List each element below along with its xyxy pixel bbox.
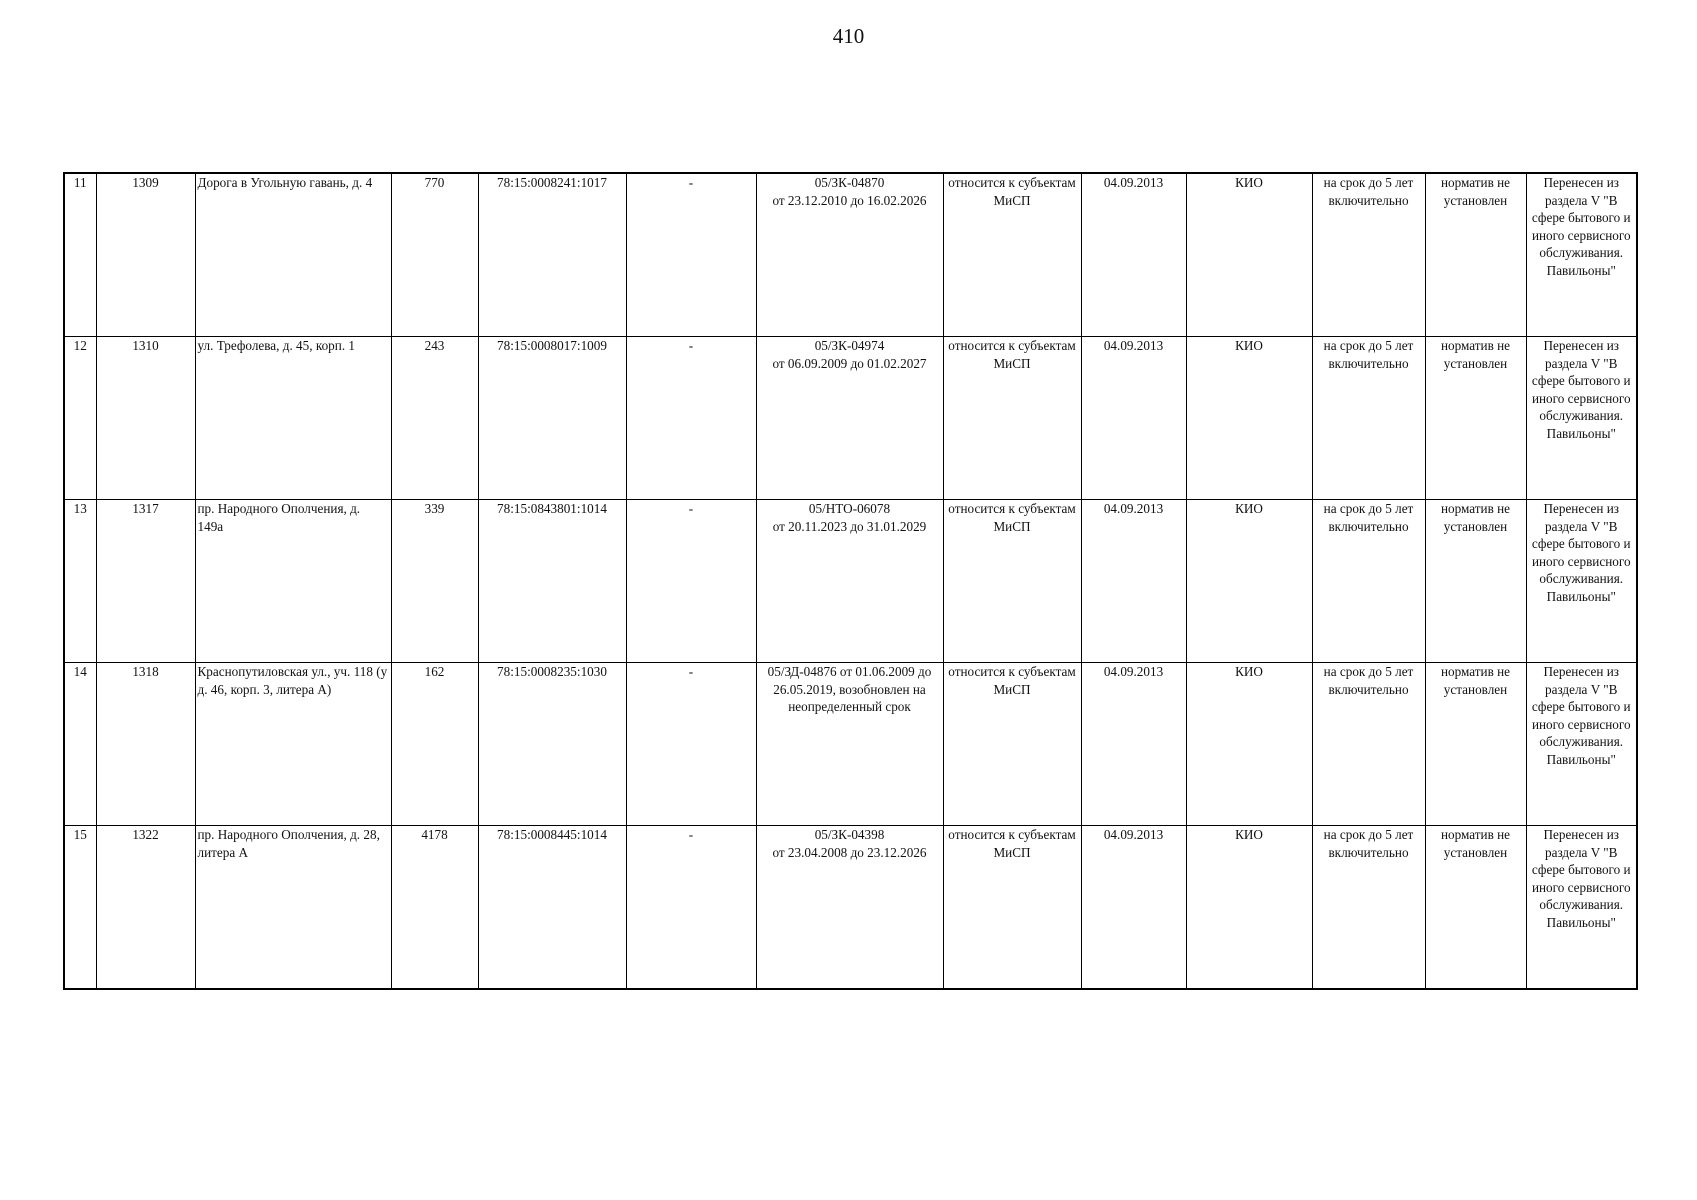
table-row [64, 500, 1637, 663]
dash-cell: - [626, 337, 756, 500]
contract-cell: 05/ЗД-04876 от 01.06.2009 до 26.05.2019, возобновлен на неопределенный срок [756, 663, 943, 826]
note-cell: Перенесен из раздела V "В сфере бытового и иного сервисного обслуживания. Павильоны" [1526, 500, 1637, 663]
norm-cell: норматив не установлен [1425, 663, 1526, 826]
address-cell: пр. Народного Ополчения, д. 149а [195, 500, 391, 663]
address-cell: Краснопутиловская ул., уч. 118 (у д. 46, корп. 3, литера А) [195, 663, 391, 826]
row-number-cell: 13 [64, 500, 96, 663]
contract-cell: 05/ЗК-04870 от 23.12.2010 до 16.02.2026 [756, 173, 943, 337]
dash-cell: - [626, 500, 756, 663]
address-cell: пр. Народного Ополчения, д. 28, литера А [195, 826, 391, 990]
row-number-cell: 12 [64, 337, 96, 500]
term-cell: на срок до 5 лет включительно [1312, 500, 1425, 663]
date-cell: 04.09.2013 [1081, 173, 1186, 337]
contract-cell: 05/НТО-06078 от 20.11.2023 до 31.01.2029 [756, 500, 943, 663]
authority-cell: КИО [1186, 500, 1312, 663]
cadastral-number-cell: 78:15:0843801:1014 [478, 500, 626, 663]
authority-cell: КИО [1186, 663, 1312, 826]
registry-table [63, 172, 1638, 990]
object-code-cell: 1309 [96, 173, 195, 337]
table-row [64, 337, 1637, 500]
object-code-cell: 1310 [96, 337, 195, 500]
note-cell: Перенесен из раздела V "В сфере бытового и иного сервисного обслуживания. Павильоны" [1526, 173, 1637, 337]
table-row [64, 826, 1637, 990]
contract-cell: 05/ЗК-04974 от 06.09.2009 до 01.02.2027 [756, 337, 943, 500]
table-row [64, 663, 1637, 826]
area-cell: 339 [391, 500, 478, 663]
date-cell: 04.09.2013 [1081, 337, 1186, 500]
norm-cell: норматив не установлен [1425, 173, 1526, 337]
category-cell: относится к субъектам МиСП [943, 173, 1081, 337]
row-number-cell: 15 [64, 826, 96, 990]
object-code-cell: 1317 [96, 500, 195, 663]
term-cell: на срок до 5 лет включительно [1312, 663, 1425, 826]
cadastral-number-cell: 78:15:0008235:1030 [478, 663, 626, 826]
dash-cell: - [626, 826, 756, 990]
authority-cell: КИО [1186, 826, 1312, 990]
object-code-cell: 1318 [96, 663, 195, 826]
area-cell: 162 [391, 663, 478, 826]
note-cell: Перенесен из раздела V "В сфере бытового и иного сервисного обслуживания. Павильоны" [1526, 826, 1637, 990]
norm-cell: норматив не установлен [1425, 500, 1526, 663]
contract-cell: 05/ЗК-04398 от 23.04.2008 до 23.12.2026 [756, 826, 943, 990]
term-cell: на срок до 5 лет включительно [1312, 337, 1425, 500]
cadastral-number-cell: 78:15:0008445:1014 [478, 826, 626, 990]
category-cell: относится к субъектам МиСП [943, 826, 1081, 990]
cadastral-number-cell: 78:15:0008241:1017 [478, 173, 626, 337]
dash-cell: - [626, 663, 756, 826]
area-cell: 243 [391, 337, 478, 500]
note-cell: Перенесен из раздела V "В сфере бытового и иного сервисного обслуживания. Павильоны" [1526, 337, 1637, 500]
row-number-cell: 14 [64, 663, 96, 826]
norm-cell: норматив не установлен [1425, 826, 1526, 990]
authority-cell: КИО [1186, 337, 1312, 500]
date-cell: 04.09.2013 [1081, 663, 1186, 826]
area-cell: 770 [391, 173, 478, 337]
address-cell: Дорога в Угольную гавань, д. 4 [195, 173, 391, 337]
category-cell: относится к субъектам МиСП [943, 337, 1081, 500]
table-row [64, 173, 1637, 337]
page-number: 410 [832, 24, 865, 48]
term-cell: на срок до 5 лет включительно [1312, 826, 1425, 990]
note-cell: Перенесен из раздела V "В сфере бытового и иного сервисного обслуживания. Павильоны" [1526, 663, 1637, 826]
norm-cell: норматив не установлен [1425, 337, 1526, 500]
area-cell: 4178 [391, 826, 478, 990]
dash-cell: - [626, 173, 756, 337]
term-cell: на срок до 5 лет включительно [1312, 173, 1425, 337]
cadastral-number-cell: 78:15:0008017:1009 [478, 337, 626, 500]
category-cell: относится к субъектам МиСП [943, 500, 1081, 663]
authority-cell: КИО [1186, 173, 1312, 337]
object-code-cell: 1322 [96, 826, 195, 990]
date-cell: 04.09.2013 [1081, 826, 1186, 990]
address-cell: ул. Трефолева, д. 45, корп. 1 [195, 337, 391, 500]
category-cell: относится к субъектам МиСП [943, 663, 1081, 826]
date-cell: 04.09.2013 [1081, 500, 1186, 663]
row-number-cell: 11 [64, 173, 96, 337]
